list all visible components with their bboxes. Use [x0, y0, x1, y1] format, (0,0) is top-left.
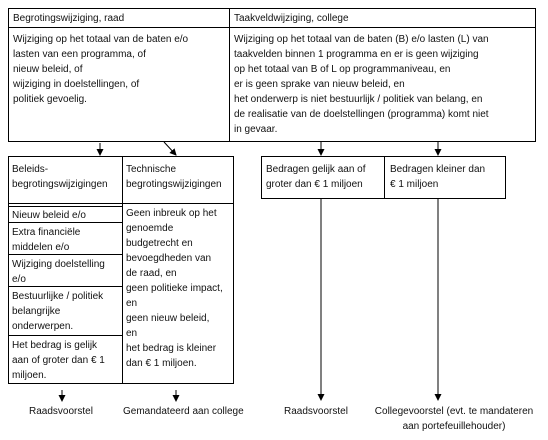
college-criterion-line: Wijziging op het totaal van de baten (B) e/o lasten (L) van [234, 34, 489, 45]
begrotingswijziging-raad-box [8, 8, 230, 142]
raad-criterion-line: Wijziging op het totaal van de baten e/o [13, 34, 189, 45]
college-criterion-line: er is geen sprake van nieuw beleid, en [234, 79, 405, 90]
college-criterion-line: op het totaal van B of L op programmaniveau, en [234, 64, 451, 75]
college-criterion-line: taakvelden binnen 1 programma en er is geen wijziging [234, 49, 479, 60]
taakveldwijziging-college-box [229, 8, 536, 142]
beleids-begrotingswijzigingen-box [8, 156, 123, 384]
raad-criterion-line: lasten van een programma, of [13, 49, 146, 60]
beleid-item-bestuurlijk: Bestuurlijke / politiek belangrijke onderwerpen. [12, 291, 104, 332]
taakveldwijziging-college-title: Taakveldwijziging, college [230, 9, 535, 28]
arrow-raad-to-technisch [164, 142, 176, 155]
begrotingswijziging-raad-title: Begrotingswijziging, raad [9, 9, 229, 28]
outcome-raadsvoorstel-bedrag: Raadsvoorstel [284, 406, 348, 417]
college-criterion-line: in gevaar. [234, 124, 278, 135]
raad-criterion-line: wijziging in doelstellingen, of [13, 79, 140, 90]
beleid-item-doelstelling: Wijziging doelstelling e/o [12, 259, 105, 285]
beleid-item-extra-middelen: Extra financiële middelen e/o [12, 227, 81, 253]
beleids-header: Beleids- begrotingswijzigingen [12, 164, 108, 190]
technische-criteria: Geen inbreuk op het genoemde budgetrecht en bevoegdheden van de raad, en geen politieke impact, en geen nieuw beleid, en het bedrag is kleiner dan € 1 miljoen. [126, 208, 223, 369]
outcome-gemandateerd-aan-college: Gemandateerd aan college [123, 406, 244, 417]
outcome-raadsvoorstel-beleid: Raadsvoorstel [29, 406, 93, 417]
technische-begrotingswijzigingen-box [122, 156, 234, 384]
college-criterion-line: de realisatie van de doelstellingen (programma) komt niet [234, 109, 489, 120]
technische-header: Technische begrotingswijzigingen [126, 164, 222, 190]
bedragen-klein: Bedragen kleiner dan € 1 miljoen [390, 164, 486, 190]
beleid-item-nieuw-beleid: Nieuw beleid e/o [12, 210, 86, 221]
raad-criterion-line: nieuw beleid, of [13, 64, 83, 75]
bedragen-box [261, 156, 506, 199]
raad-criterion-line: politiek gevoelig. [13, 94, 87, 105]
bedragen-groot: Bedragen gelijk aan of groter dan € 1 miljoen [266, 164, 366, 190]
college-criterion-line: het onderwerp is niet bestuurlijk / politiek van belang, en [234, 94, 483, 105]
outcome-collegevoorstel: Collegevoorstel (evt. te mandateren aan portefeuillehouder) [374, 406, 534, 432]
beleid-item-bedrag: Het bedrag is gelijk aan of groter dan € 1 miljoen. [12, 340, 105, 381]
